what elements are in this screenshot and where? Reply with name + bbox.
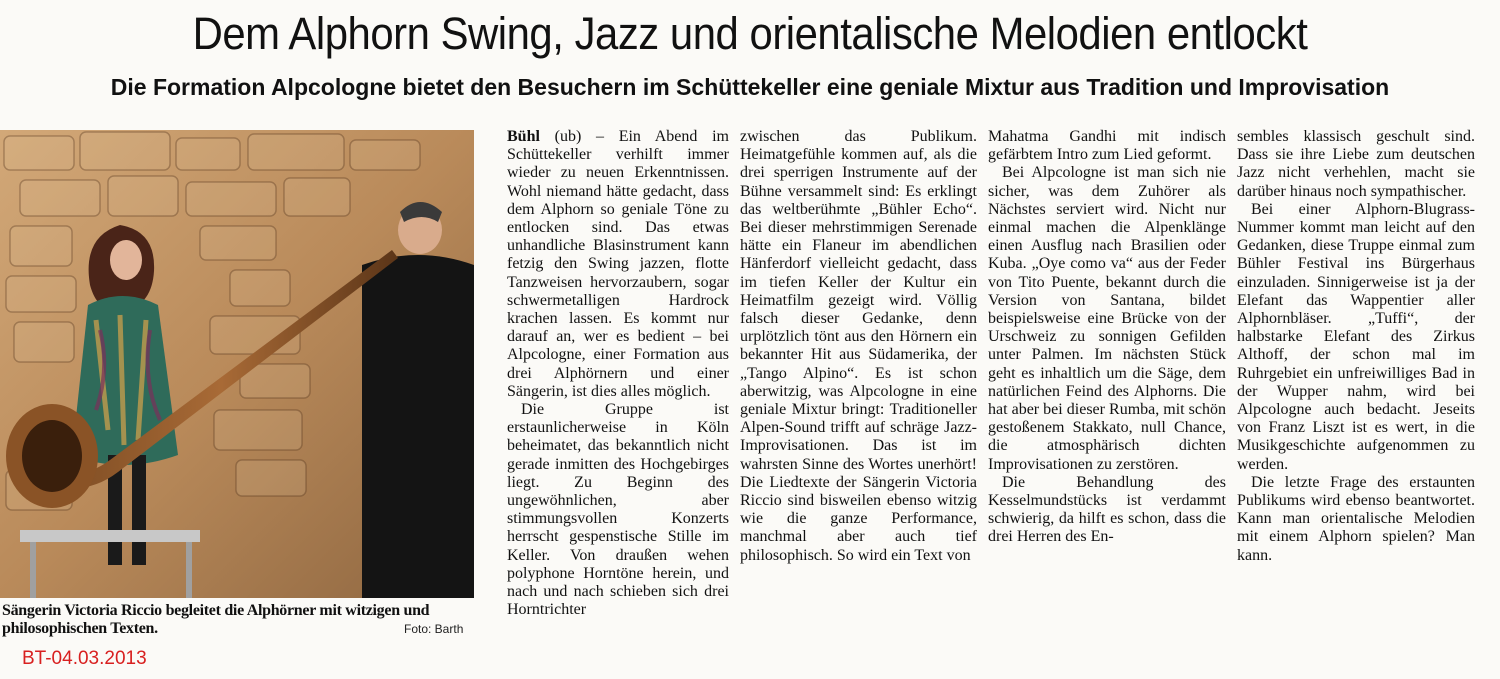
headline: Dem Alphorn Swing, Jazz und orientalische Melodien entlockt xyxy=(192,8,1308,59)
article-paragraph: Die Behandlung des Kesselmundstücks ist verdammt schwierig, da hilft es schon, dass die drei Herren des En- xyxy=(988,473,1226,546)
article-paragraph: Mahatma Gandhi mit indisch gefärbtem Intro zum Lied geformt. xyxy=(988,128,1226,164)
article-paragraph: Bei Alpcologne ist man sich nie sicher, was dem Zuhörer als Nächstes serviert wird. Nicht nur einmal machen die Alpenklänge einen Ausflug nach Brasilien oder Kuba. „Oye como va“ aus der Feder von Tito Puente, bekannt durch die Version von Santana, bildet beispielsweise eine Brücke von der Urschweiz zu sonnigen Gefilden unter Palmen. Im nächsten Stück geht es inhaltlich um die Säge, dem natürlichen Feind des Alphorns. Die hat aber bei dieser Rumba, mit schön gestoßenem Stakkato, null Chance, die atmosphärisch dichten Improvisationen zu zerstören. xyxy=(988,164,1226,473)
subheadline: Die Formation Alpcologne bietet den Besuchern im Schüttekeller eine geniale Mixtur aus Tradition und Improvisation xyxy=(110,74,1390,100)
article-photo xyxy=(0,130,474,598)
paragraph-text: (ub) – Ein Abend im Schüttekeller verhilft immer wieder zu neuen Erkenntnissen. Wohl niemand hätte gedacht, dass dem Alphorn so geniale Töne zu entlocken sind. Das etwas unhandliche Blasinstrument kann fetzig den Swing jazzen, flotte Tanzweisen hervorzaubern, sogar schwermetalligen Hardrock krachen lassen. Es kommt nur darauf an, wer es bedient – bei Alpcologne, einer Formation aus drei Alphörnern und einer Sängerin, ist dies alles möglich. xyxy=(507,128,729,400)
article-column-2 xyxy=(740,128,977,648)
article-paragraph: Die Gruppe ist erstaunlicherweise in Köln beheimatet, das bekanntlich nicht gerade inmitten des Hochgebirges liegt. Zu Beginn des ungewöhnlichen, aber stimmungsvollen Konzerts herrscht gespenstische Stille im Keller. Von draußen wehen polyphone Horntöne herein, und nach und nach schieben sich drei Horntrichter xyxy=(507,401,729,619)
article-paragraph xyxy=(507,128,729,401)
article-paragraph: zwischen das Publikum. Heimatgefühle kommen auf, als die drei sperrigen Instrumente auf der Bühne versammelt sind: Es erklingt das weltberühmte „Bühler Echo“. Bei dieser mehrstimmigen Serenade hätte ein Flaneur im abendlichen Hänferdorf vielleicht gedacht, dass im tiefen Keller der Kultur ein Heimatfilm gezeigt wird. Völlig falsch dieser Gedanke, denn urplötzlich tönt aus den Hörnern ein bekannter Hit aus Südamerika, der „Tango Alpino“. Es ist schon aberwitzig, was Alpcologne in eine geniale Mixtur bringt: Traditioneller Alpen-Sound trifft auf schräge Jazz-Improvisationen. Das ist im wahrsten Sinne des Wortes unerhört! Die Liedtexte der Sängerin Victoria Riccio sind bisweilen ebenso witzig wie die ganze Performance, manchmal aber auch tief philosophisch. So wird ein Text von xyxy=(740,128,977,564)
photo-credit: Foto: Barth xyxy=(404,622,464,636)
dateline: Bühl xyxy=(507,128,540,145)
article-column-1 xyxy=(507,128,729,648)
concert-photo-illustration xyxy=(0,130,474,598)
article-paragraph: Bei einer Alphorn-Blugrass-Nummer kommt man leicht auf den Gedanken, diese Truppe einmal zum Bühler Festival ins Bürgerhaus einzuladen. Sinnigerweise ist ja der Elefant das Wappentier aller Alphornbläser. „Tuffi“, der halbstarke Elefant des Zirkus Althoff, der schon mal im Ruhrgebiet ein unfreiwilliges Bad in der Wupper nahm, wird bei Alpcologne auch bedacht. Jeseits von Franz Liszt ist es wert, in die Musikgeschichte aufgenommen zu werden. xyxy=(1237,200,1475,473)
article-column-4 xyxy=(1237,128,1475,648)
photo-caption: Sängerin Victoria Riccio begleitet die Alphörner mit witzigen und philosophischen Texten. xyxy=(2,602,430,637)
date-stamp: BT-04.03.2013 xyxy=(22,648,147,669)
article-paragraph: Die letzte Frage des erstaunten Publikums wird ebenso beantwortet. Kann man orientalische Melodien mit einem Alphorn spielen? Man kann. xyxy=(1237,473,1475,564)
article-paragraph: sembles klassisch geschult sind. Dass sie ihre Liebe zum deutschen Jazz nicht verhehlen, macht sie darüber hinaus noch sympathischer. xyxy=(1237,128,1475,200)
article-column-3 xyxy=(988,128,1226,648)
